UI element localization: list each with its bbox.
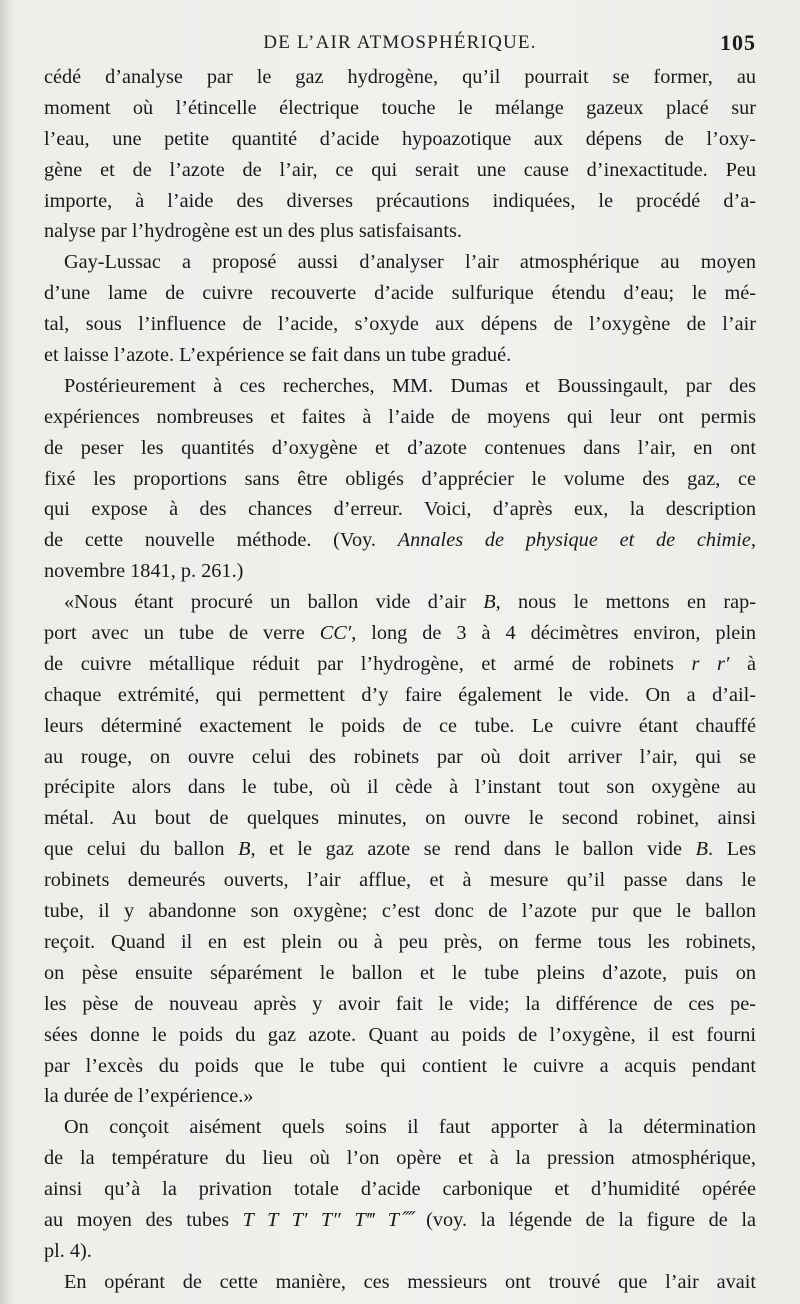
text-line <box>44 124 756 155</box>
italic-text: T T T′ T″ T‴ T⁗ <box>242 1208 413 1231</box>
text-line <box>44 93 756 124</box>
italic-text: CC′ <box>319 622 352 645</box>
text-line <box>44 371 756 402</box>
text-segment: de cette nouvelle méthode. (Voy. <box>44 529 398 552</box>
text-line <box>44 186 756 217</box>
text-segment: port avec un tube de verre <box>44 622 320 645</box>
page-number: 105 <box>720 30 756 55</box>
text-line <box>44 865 756 896</box>
text-segment: qui expose à des chances d’erreur. Voici, d’après eux, la description <box>44 498 756 521</box>
text-segment: tube, il y abandonne son oxygène; c’est donc de l’azote pur que le ballon <box>44 900 756 923</box>
text-line <box>44 1081 756 1112</box>
text-segment: sées donne le poids du gaz azote. Quant au poids de l’oxygène, il est fourni <box>44 1023 756 1046</box>
text-segment: Gay-Lussac a proposé aussi d’analyser l’air atmosphérique au moyen <box>64 251 756 274</box>
text-line <box>44 1051 756 1082</box>
italic-text: r r′ <box>691 652 730 675</box>
text-segment: que celui du ballon <box>44 838 239 861</box>
text-line <box>44 247 756 278</box>
text-line <box>44 155 756 186</box>
text-segment: On conçoit aisément quels soins il faut apporter à la détermination <box>64 1116 756 1139</box>
running-head <box>44 32 756 58</box>
text-line <box>44 216 756 247</box>
text-segment: ainsi qu’à la privation totale d’acide carbonique et d’humidité opérée <box>44 1178 756 1201</box>
text-segment: cédé d’analyse par le gaz hydrogène, qu’il pourrait se former, au <box>44 66 756 88</box>
italic-text: Annales de physique et de chimie, <box>397 529 756 552</box>
text-segment: chaque extrémité, qui permettent d’y faire également le vide. On a d’ail- <box>44 683 756 706</box>
italic-text: B <box>483 591 496 614</box>
text-line <box>44 711 756 742</box>
text-segment: d’une lame de cuivre recouverte d’acide sulfurique étendu d’eau; le mé- <box>44 282 756 305</box>
text-line <box>44 989 756 1020</box>
text-line <box>44 742 756 773</box>
text-line <box>44 680 756 711</box>
text-segment: de peser les quantités d’oxygène et d’azote contenues dans l’air, en ont <box>44 436 756 459</box>
text-line <box>44 587 756 618</box>
text-segment: reçoit. Quand il en est plein ou à peu près, on ferme tous les robinets, <box>44 930 756 953</box>
text-segment: . Les <box>708 838 756 861</box>
text-line <box>44 278 756 309</box>
text-segment: expériences nombreuses et faites à l’aide de moyens qui leur ont permis <box>44 405 756 428</box>
body-text <box>44 62 756 1298</box>
text-line <box>44 1112 756 1143</box>
text-segment: de cuivre métallique réduit par l’hydrogène, et armé de robinets <box>44 652 692 675</box>
text-segment: , nous le mettons en rap- <box>495 591 756 614</box>
text-segment: au moyen des tubes <box>44 1208 243 1231</box>
text-line <box>44 803 756 834</box>
text-line <box>44 525 756 556</box>
text-line <box>44 896 756 927</box>
text-segment: à <box>729 652 756 675</box>
text-segment: robinets demeurés ouverts, l’air afflue, et à mesure qu’il passe dans le <box>44 869 756 892</box>
italic-text: B <box>238 838 251 861</box>
text-segment: on pèse ensuite séparément le ballon et le tube pleins d’azote, puis on <box>44 961 756 984</box>
text-line <box>44 1267 756 1298</box>
text-segment: leurs déterminé exactement le poids de ce tube. Le cuivre étant chauffé <box>44 714 756 737</box>
text-segment: de la température du lieu où l’on opère et à la pression atmosphérique, <box>44 1147 756 1170</box>
text-line <box>44 340 756 371</box>
text-line <box>44 494 756 525</box>
text-segment: gène et de l’azote de l’air, ce qui serait une cause d’inexactitude. Peu <box>44 158 756 181</box>
text-segment: Postérieurement à ces recherches, MM. Dumas et Boussingault, par des <box>64 374 756 397</box>
text-line <box>44 618 756 649</box>
text-segment: nalyse par l’hydrogène est un des plus satisfaisants. <box>44 220 462 243</box>
text-line <box>44 927 756 958</box>
text-segment: En opérant de cette manière, ces messieurs ont trouvé que l’air avait <box>64 1270 756 1293</box>
text-segment: , long de 3 à 4 décimètres environ, plein <box>351 622 757 645</box>
text-line <box>44 309 756 340</box>
text-segment: fixé les proportions sans être obligés d’apprécier le volume des gaz, ce <box>44 467 756 490</box>
text-line <box>44 402 756 433</box>
running-title: DE L’AIR ATMOSPHÉRIQUE. <box>263 32 537 53</box>
text-line <box>44 958 756 989</box>
text-line <box>44 464 756 495</box>
text-segment: «Nous étant procuré un ballon vide d’air <box>64 591 484 614</box>
text-segment: (voy. la légende de la figure de la <box>412 1208 756 1231</box>
italic-text: B <box>695 838 709 861</box>
text-line <box>44 1205 756 1236</box>
text-line <box>44 772 756 803</box>
text-segment: l’eau, une petite quantité d’acide hypoazotique aux dépens de l’oxy- <box>44 127 756 150</box>
text-segment: novembre 1841, p. 261.) <box>44 560 244 583</box>
text-line <box>44 649 756 680</box>
text-line <box>44 1020 756 1051</box>
text-segment: tal, sous l’influence de l’acide, s’oxyde aux dépens de l’oxygène de l’air <box>44 313 756 336</box>
text-segment: la durée de l’expérience.» <box>44 1085 254 1108</box>
text-segment: et laisse l’azote. L’expérience se fait dans un tube gradué. <box>44 344 512 367</box>
text-segment: les pèse de nouveau après y avoir fait le vide; la différence de ces pe- <box>44 992 756 1015</box>
text-line <box>44 1236 756 1267</box>
text-segment: moment où l’étincelle électrique touche le mélange gazeux placé sur <box>44 96 756 119</box>
text-segment: précipite alors dans le tube, où il cède à l’instant tout son oxygène au <box>44 776 756 799</box>
text-line <box>44 556 756 587</box>
text-line <box>44 62 756 93</box>
text-segment: au rouge, on ouvre celui des robinets par où doit arriver l’air, qui se <box>44 745 756 768</box>
text-segment: , et le gaz azote se rend dans le ballon vide <box>250 838 696 861</box>
text-segment: par l’excès du poids que le tube qui contient le cuivre a acquis pendant <box>44 1054 756 1077</box>
text-line <box>44 433 756 464</box>
text-line <box>44 1143 756 1174</box>
text-segment: importe, à l’aide des diverses précautions indiquées, le procédé d’a- <box>44 189 756 212</box>
text-line <box>44 1174 756 1205</box>
text-segment: métal. Au bout de quelques minutes, on ouvre le second robinet, ainsi <box>44 807 756 830</box>
text-line <box>44 834 756 865</box>
text-segment: pl. 4). <box>44 1239 92 1262</box>
